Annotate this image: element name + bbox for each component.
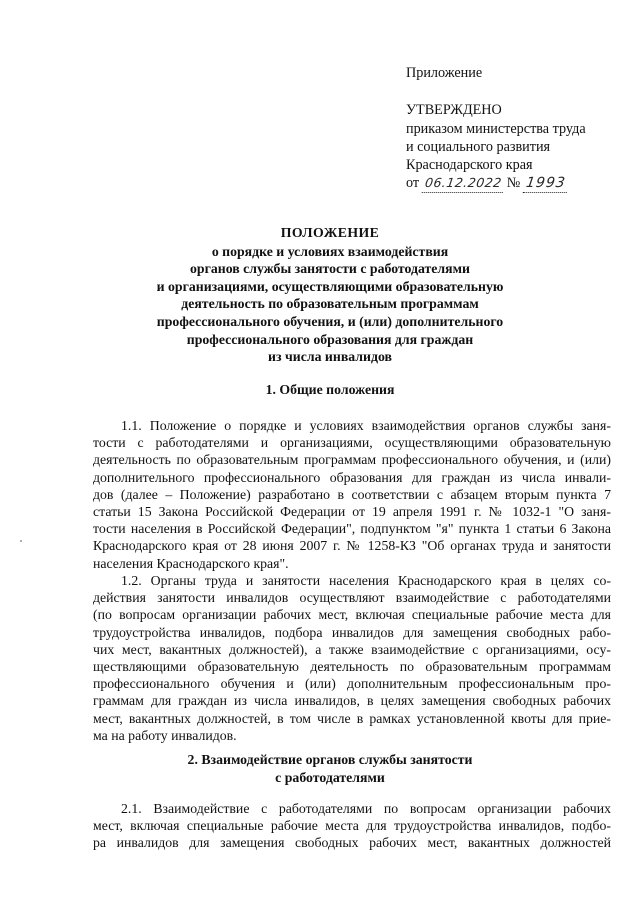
title-line: деятельность по образовательным программам (181, 296, 479, 312)
paragraph-line: (по вопросам организации рабочих мест, включая специальные рабочие места для (93, 607, 611, 623)
paragraph-line: ма на работу инвалидов. (93, 727, 237, 743)
paragraph-line: дов (далее – Положение) разработано в соответствии с абзацем вторым пункта 7 (93, 486, 611, 502)
paragraph-line: мест, включая специальные рабочие места для трудоустройства инвалидов, подбо- (93, 818, 611, 834)
paragraph-1-2 (93, 572, 611, 744)
approval-line-2: и социального развития (406, 138, 551, 155)
title-line: профессионального обучения, и (или) дополнительного (156, 313, 504, 329)
approval-line-3: Краснодарского края (406, 157, 533, 174)
section-2-heading-line: 2. Взаимодействие органов службы занятости (187, 752, 473, 767)
paragraph-line: трудоустройства инвалидов, подбора инвалидов для замещения свободных рабо- (93, 624, 611, 640)
approval-date-line (406, 174, 621, 193)
paragraph-line: тости с работодателями и организациями, осуществляющими образовательную (93, 435, 611, 451)
date-prefix: от (406, 175, 420, 192)
paragraph-line: деятельность по образовательным программам профессионального обучения, и (или) (93, 452, 611, 468)
paragraph-line: 1.1. Положение о порядке и условиях взаимодействия органов службы заня- (121, 418, 611, 433)
paragraph-line: ществляющими образовательную деятельность по образовательным программам (93, 658, 611, 674)
approval-block (406, 64, 621, 194)
scan-speck (20, 540, 22, 542)
handwritten-number: 1993 (523, 174, 569, 193)
section-1-heading (60, 381, 600, 399)
section-2-heading-line: с работодателями (275, 769, 385, 785)
paragraph-line: Краснодарского края от 28 июня 2007 г. № 1258-КЗ "Об органах труда и занятости (93, 538, 611, 554)
paragraph-line: профессионального обучения и (или) дополнительным профессиональным про- (93, 676, 611, 692)
paragraph-line: тости населения в Российской Федерации", подпунктом "я" пункта 1 статьи 6 Закона (93, 521, 611, 537)
title-line: о порядке и условиях взаимодействия (211, 243, 449, 259)
title-line: и организациями, осуществляющими образовательную (156, 278, 504, 294)
section-1-heading-text: 1. Общие положения (265, 382, 395, 397)
paragraph-2-1 (93, 800, 611, 852)
paragraph-line: 1.2. Органы труда и занятости населения Краснодарского края в целях со- (121, 573, 611, 588)
approval-line-1: приказом министерства труда (406, 120, 586, 137)
paragraph-line: граммам для граждан из числа инвалидов, в целях замещения свободных рабочих (93, 693, 611, 709)
handwritten-date: 06.12.2022 (421, 174, 504, 193)
title-line: из числа инвалидов (268, 349, 392, 365)
paragraph-line: дополнительного профессионального образования для граждан из числа инвали- (93, 469, 611, 485)
document-title (60, 224, 600, 366)
title-line: органов службы занятости с работодателями (190, 261, 470, 277)
title-line: профессионального образования для граждан (186, 331, 474, 347)
approved-label: УТВЕРЖДЕНО (406, 102, 502, 119)
paragraph-line: 2.1. Взаимодействие с работодателями по вопросам организации рабочих (121, 801, 611, 816)
paragraph-1-1 (93, 417, 611, 572)
title-main: ПОЛОЖЕНИЕ (280, 225, 380, 240)
appendix-label: Приложение (406, 65, 483, 81)
paragraph-line: мест, вакантных должностей, в том числе в рамках установленной квоты для прие- (93, 710, 611, 726)
paragraph-line: ра инвалидов для замещения свободных рабочих мест, вакантных должностей (93, 835, 611, 851)
paragraph-line: действия занятости инвалидов осуществляют взаимодействие с работодателями (93, 590, 611, 606)
paragraph-line: чих мест, вакантных должностей), а также взаимодействие с организациями, осу- (93, 641, 611, 657)
paragraph-line: статьи 15 Закона Российской Федерации от 19 апреля 1991 г. № 1032-1 "О заня- (93, 503, 611, 519)
section-2-heading (60, 751, 600, 786)
paragraph-line: населения Краснодарского края". (93, 555, 289, 571)
number-sign: № (506, 175, 521, 192)
